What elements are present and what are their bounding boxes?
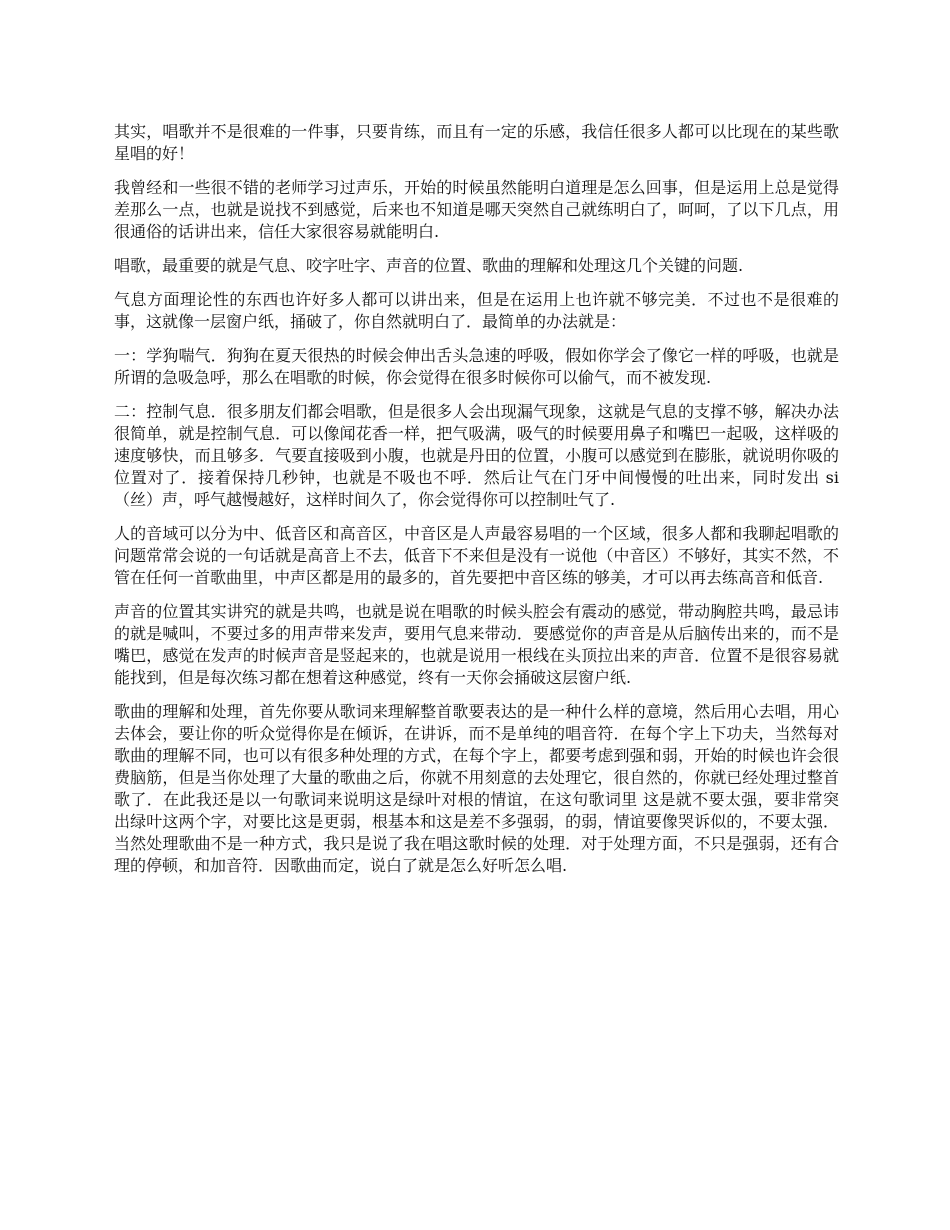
paragraph-experience: 我曾经和一些很不错的老师学习过声乐，开始的时候虽然能明白道理是怎么回事，但是运用上总是觉得差那么一点，也就是说找不到感觉，后来也不知道是哪天突然自己就练明白了，呵呵，了以下几点，用很通俗的话讲出来，信任大家很容易就能明白. xyxy=(114,178,839,241)
paragraph-key-points: 唱歌，最重要的就是气息、咬字吐字、声音的位置、歌曲的理解和处理这几个关键的问题. xyxy=(114,256,744,275)
paragraph-vocal-range: 人的音域可以分为中、低音区和高音区，中音区是人声最容易唱的一个区域，很多人都和我聊起唱歌的问题常常会说的一句话就是高音上不去，低音下不来但是没有一说他（中音区）不够好，其实不然，不管在任何一首歌曲里，中声区都是用的最多的，首先要把中音区练的够美，才可以再去练高音和低音. xyxy=(114,524,839,587)
paragraph-breathing: 气息方面理论性的东西也许好多人都可以讲出来，但是在运用上也许就不够完美．不过也不是很难的事，这就像一层窗户纸，捅破了，你自然就明白了．最简单的办法就是： xyxy=(114,290,839,331)
paragraph-method-two: 二：控制气息．很多朋友们都会唱歌，但是很多人会出现漏气现象，这就是气息的支撑不够，解决办法很简单，就是控制气息．可以像闻花香一样，把气吸满，吸气的时候要用鼻子和嘴巴一起吸，这样吸的速度够快，而且够多．气要直接吸到小腹，也就是丹田的位置，小腹可以感觉到在膨胀，就说明你吸的位置对了．接着保持几秒钟，也就是不吸也不呼．然后让气在门牙中间慢慢的吐出来，同时发出 si（丝）声，呼气越慢越好，这样时间久了，你会觉得你可以控制吐气了. xyxy=(114,402,839,509)
paragraph-resonance: 声音的位置其实讲究的就是共鸣，也就是说在唱歌的时候头腔会有震动的感觉，带动胸腔共鸣，最忌讳的就是喊叫，不要过多的用声带来发声，要用气息来带动．要感觉你的声音是从后脑传出来的，而不是嘴巴，感觉在发声的时候声音是竖起来的，也就是说用一根线在头顶拉出来的声音．位置不是很容易就能找到，但是每次练习都在想着这种感觉，终有一天你会捅破这层窗户纸. xyxy=(114,602,839,687)
paragraph-intro: 其实，唱歌并不是很难的一件事，只要肯练，而且有一定的乐感，我信任很多人都可以比现在的某些歌星唱的好！ xyxy=(114,122,839,163)
paragraph-method-one: 一：学狗喘气．狗狗在夏天很热的时候会伸出舌头急速的呼吸，假如你学会了像它一样的呼吸，也就是所谓的急吸急呼，那么在唱歌的时候，你会觉得在很多时候你可以偷气，而不被发现. xyxy=(114,346,839,387)
document-body xyxy=(114,121,839,889)
paragraph-interpretation: 歌曲的理解和处理，首先你要从歌词来理解整首歌要表达的是一种什么样的意境，然后用心去唱，用心去体会，要让你的听众觉得你是在倾诉，在讲诉，而不是单纯的唱音符．在每个字上下功夫，当然每对歌曲的理解不同，也可以有很多种处理的方式，在每个字上，都要考虑到强和弱，开始的时候也许会很费脑筋，但是当你处理了大量的歌曲之后，你就不用刻意的去处理它，很自然的，你就已经处理过整首歌了．在此我还是以一句歌词来说明这是绿叶对根的情谊，在这句歌词里 这是就不要太强，要非常突出绿叶这两个字，对要比这是更弱，根基本和这是差不多强弱，的弱，情谊要像哭诉似的，不要太强．当然处理歌曲不是一种方式，我只是说了我在唱这歌时候的处理．对于处理方面，不只是强弱，还有合理的停顿，和加音符．因歌曲而定，说白了就是怎么好听怎么唱. xyxy=(114,702,839,875)
